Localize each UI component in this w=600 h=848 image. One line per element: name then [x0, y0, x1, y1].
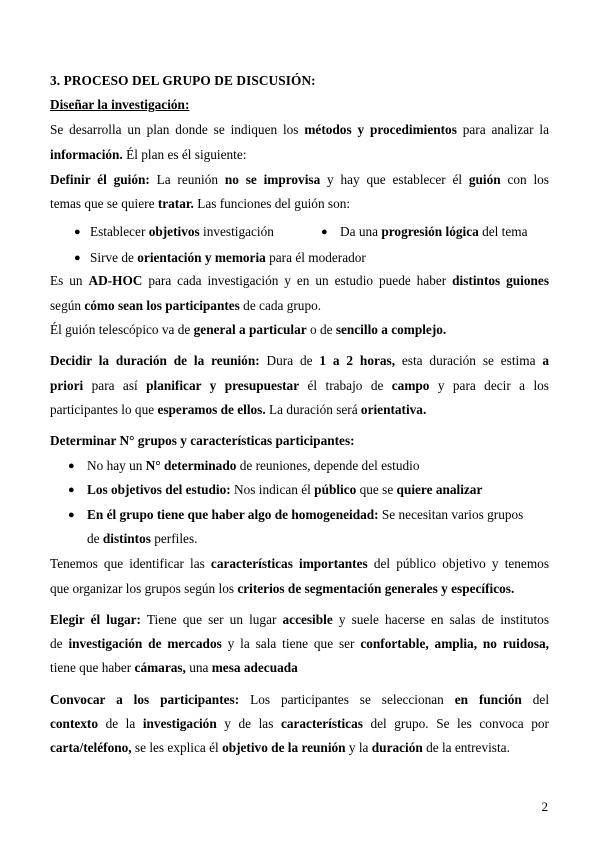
bullet-objetivos-estudio: Los objetivos del estudio: Nos indican él público que se quiere analizar	[87, 482, 483, 497]
paragraph-plan-line2: información. Él plan es él siguiente:	[50, 147, 247, 162]
paragraph-guion-line2: temas que se quiere tratar. Las funciones del guión son:	[50, 196, 351, 211]
paragraph-telescopico: Él guión telescópico va de general a particular o de sencillo a complejo.	[50, 322, 447, 337]
bullet-numero-grupos: No hay un N° determinado de reuniones, depende del estudio	[87, 458, 420, 473]
paragraph-duracion-line1: Decidir la duración de la reunión: Dura de 1 a 2 horas, esta duración se estima a	[50, 353, 549, 368]
paragraph-adhoc-line2: según cómo sean los participantes de cada grupo.	[50, 298, 322, 313]
paragraph-guion-line1: Definir él guión: La reunión no se improvisa y hay que establecer él guión con los	[50, 172, 549, 187]
bullet-icon: ●	[74, 226, 81, 238]
paragraph-lugar-line1: Elegir él lugar: Tiene que ser un lugar accesible y suele hacerse en salas de institutos	[50, 612, 550, 627]
paragraph-plan-line1: Se desarrolla un plan donde se indiquen los métodos y procedimientos para analizar la	[50, 122, 549, 137]
bullet-progresion: Da una progresión lógica del tema	[340, 224, 528, 239]
paragraph-duracion-line3: participantes lo que esperamos de ellos. La duración será orientativa.	[50, 402, 427, 417]
bullet-icon: ●	[74, 252, 81, 264]
paragraph-convocar-line1: Convocar a los participantes: Los participantes se seleccionan en función del	[50, 692, 550, 707]
paragraph-convocar-line2: contexto de la investigación y de las características del grupo. Se les convoca por	[50, 716, 549, 731]
page-number: 2	[541, 799, 548, 814]
bullet-objetivos: Establecer objetivos investigación	[90, 224, 274, 239]
bullet-orientacion: Sirve de orientación y memoria para él moderador	[90, 250, 366, 265]
bullet-icon: ●	[68, 484, 75, 496]
paragraph-convocar-line3: carta/teléfono, se les explica él objetivo de la reunión y la duración de la entrevista.	[50, 740, 510, 755]
section-title: 3. PROCESO DEL GRUPO DE DISCUSIÓN:	[50, 73, 316, 88]
paragraph-adhoc-line1: Es un AD-HOC para cada investigación y en un estudio puede haber distintos guiones	[50, 273, 549, 288]
paragraph-lugar-line3: tiene que haber cámaras, una mesa adecuada	[50, 660, 298, 675]
bullet-icon: ●	[321, 226, 328, 238]
bullet-icon: ●	[68, 509, 75, 521]
bullet-icon: ●	[68, 460, 75, 472]
paragraph-caracteristicas-line1: Tenemos que identificar las características importantes del público objetivo y tenemos	[50, 556, 549, 571]
paragraph-duracion-line2: priori para así planificar y presupuestar él trabajo de campo y para decir a los	[50, 378, 549, 393]
heading-grupos: Determinar N° grupos y características participantes:	[50, 433, 355, 448]
paragraph-lugar-line2: de investigación de mercados y la sala tiene que ser confortable, amplia, no ruidosa,	[50, 636, 550, 651]
subheading-disenar: Diseñar la investigación:	[50, 97, 190, 112]
bullet-homogeneidad-line1: En él grupo tiene que haber algo de homogeneidad: Se necesitan varios grupos	[87, 507, 524, 522]
paragraph-caracteristicas-line2: que organizar los grupos según los criterios de segmentación generales y específicos.	[50, 581, 515, 596]
bullet-homogeneidad-line2: de distintos perfiles.	[87, 531, 198, 546]
